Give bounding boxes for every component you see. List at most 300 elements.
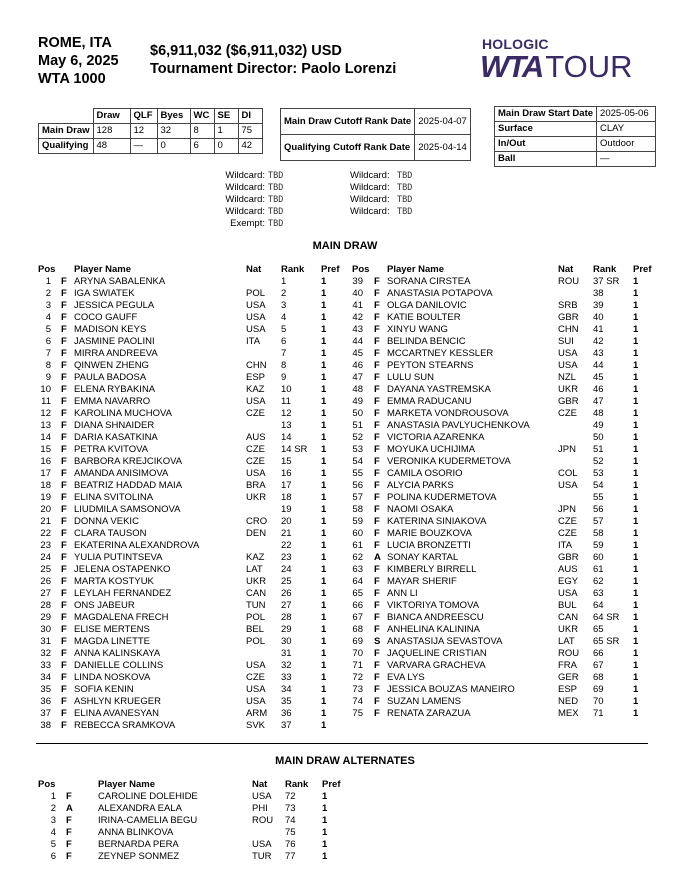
player-row (345, 552, 690, 564)
pref: 1 (322, 791, 328, 802)
player-name: ANASTASIA POTAPOVA (387, 288, 493, 299)
status: F (61, 288, 67, 299)
wildcard-entry (340, 182, 450, 194)
player-name: DAYANA YASTREMSKA (387, 384, 491, 395)
rank: 8 (281, 360, 287, 371)
player-row (0, 480, 345, 492)
table-cell: In/Out (495, 137, 597, 152)
pos: 35 (40, 684, 51, 695)
hologic-wordmark: HOLOGIC (482, 36, 549, 52)
rank: 37 (281, 720, 292, 731)
status: F (374, 444, 380, 455)
pref: 1 (321, 372, 327, 383)
pos: 53 (352, 444, 363, 455)
player-name: BIANCA ANDREESCU (387, 612, 484, 623)
rank: 61 (593, 564, 604, 575)
player-row (345, 648, 690, 660)
status: F (374, 480, 380, 491)
rank: 27 (281, 600, 292, 611)
pref: 1 (633, 540, 639, 551)
nationality: KAZ (246, 384, 265, 395)
pos: 3 (50, 815, 56, 826)
pos: 14 (40, 432, 51, 443)
rank: 76 (285, 839, 296, 850)
pos: 46 (352, 360, 363, 371)
rank: 1 (281, 276, 287, 287)
pos: 17 (40, 468, 51, 479)
pref: 1 (633, 408, 639, 419)
player-name: ALEXANDRA EALA (98, 803, 182, 814)
rank: 28 (281, 612, 292, 623)
wildcard-entry (340, 206, 450, 218)
player-name: REBECCA SRAMKOVA (74, 720, 176, 731)
player-row (345, 612, 690, 624)
rank: 33 (281, 672, 292, 683)
pos: 34 (40, 672, 51, 683)
player-name: ALYCIA PARKS (387, 480, 454, 491)
wildcard-label: Wildcard: (225, 206, 265, 217)
player-name: ANNA BLINKOVA (98, 827, 174, 838)
pos: 33 (40, 660, 51, 671)
player-row (345, 288, 690, 300)
player-row (0, 839, 690, 851)
wta-tour-wordmark (480, 51, 633, 83)
pref: 1 (321, 492, 327, 503)
status: F (61, 408, 67, 419)
rank: 5 (281, 324, 287, 335)
pref: 1 (321, 672, 327, 683)
rank: 72 (285, 791, 296, 802)
status: F (66, 851, 72, 862)
nationality: UKR (558, 384, 579, 395)
status: F (374, 288, 380, 299)
rank: 63 (593, 588, 604, 599)
pos: 19 (40, 492, 51, 503)
table-row (281, 135, 471, 161)
player-name: COCO GAUFF (74, 312, 138, 323)
pos: 4 (50, 827, 56, 838)
pref: 1 (321, 588, 327, 599)
pref: 1 (633, 336, 639, 347)
player-row (0, 300, 345, 312)
pref: 1 (321, 720, 327, 731)
rank: 39 (593, 300, 604, 311)
nationality: BRA (246, 480, 266, 491)
player-row (0, 312, 345, 324)
pos: 15 (40, 444, 51, 455)
column-header-nat: Nat (558, 264, 574, 275)
cutoff-dates-table (280, 108, 471, 161)
player-row (0, 672, 345, 684)
pref: 1 (321, 312, 327, 323)
player-row (0, 324, 345, 336)
player-row (345, 372, 690, 384)
pref: 1 (321, 516, 327, 527)
player-row (0, 552, 345, 564)
status: F (61, 348, 67, 359)
wildcard-label: Wildcard: (350, 182, 390, 193)
rank: 16 (281, 468, 292, 479)
rank: 56 (593, 504, 604, 515)
player-row (345, 696, 690, 708)
pos: 25 (40, 564, 51, 575)
rank: 25 (281, 576, 292, 587)
player-row (0, 815, 690, 827)
nationality: BUL (558, 600, 577, 611)
nationality: USA (246, 696, 266, 707)
pref: 1 (633, 348, 639, 359)
pos: 1 (50, 791, 56, 802)
status: F (61, 504, 67, 515)
player-name: DANIELLE COLLINS (74, 660, 164, 671)
table-cell: 128 (93, 124, 130, 139)
pos: 68 (352, 624, 363, 635)
nationality: CZE (246, 672, 265, 683)
player-name: MARTA KOSTYUK (74, 576, 154, 587)
rank: 37 SR (593, 276, 620, 287)
player-row (0, 696, 345, 708)
rank: 18 (281, 492, 292, 503)
rank: 75 (285, 827, 296, 838)
player-name: MIRRA ANDREEVA (74, 348, 158, 359)
status: F (61, 432, 67, 443)
player-name: ANHELINA KALININA (387, 624, 480, 635)
pref: 1 (321, 636, 327, 647)
status: F (61, 468, 67, 479)
pos: 5 (50, 839, 56, 850)
pos: 50 (352, 408, 363, 419)
nationality: JPN (558, 504, 576, 515)
nationality: CHN (246, 360, 267, 371)
pos: 7 (45, 348, 51, 359)
table-cell: Ball (495, 152, 597, 167)
rank: 66 (593, 648, 604, 659)
status: F (61, 372, 67, 383)
table-row (495, 137, 656, 152)
pref: 1 (321, 420, 327, 431)
table-header: QLF (130, 109, 157, 124)
pos: 48 (352, 384, 363, 395)
rank: 14 (281, 432, 292, 443)
player-row (0, 803, 690, 815)
column-header-pos: Pos (38, 779, 56, 790)
player-row (0, 588, 345, 600)
pos: 64 (352, 576, 363, 587)
pref: 1 (321, 276, 327, 287)
rank: 15 (281, 456, 292, 467)
player-name: LIUDMILA SAMSONOVA (74, 504, 181, 515)
nationality: EGY (558, 576, 579, 587)
player-name: XINYU WANG (387, 324, 448, 335)
pos: 30 (40, 624, 51, 635)
wildcards-right (340, 170, 450, 218)
list-header-row (0, 264, 345, 276)
status: A (66, 803, 73, 814)
wildcard-value: TBD (397, 183, 413, 193)
pos: 55 (352, 468, 363, 479)
player-name: JESSICA BOUZAS MANEIRO (387, 684, 515, 695)
pref: 1 (633, 516, 639, 527)
pos: 2 (50, 803, 56, 814)
table-row (495, 107, 656, 122)
player-row (0, 576, 345, 588)
player-row (0, 528, 345, 540)
table-cell: 2025-04-14 (415, 135, 471, 161)
pref: 1 (322, 851, 328, 862)
status: F (374, 372, 380, 383)
status: F (374, 528, 380, 539)
player-name: POLINA KUDERMETOVA (387, 492, 497, 503)
player-row (345, 396, 690, 408)
pos: 39 (352, 276, 363, 287)
rank: 77 (285, 851, 296, 862)
wildcard-label: Wildcard: (350, 170, 390, 181)
pos: 56 (352, 480, 363, 491)
pos: 41 (352, 300, 363, 311)
nationality: USA (246, 684, 266, 695)
table-cell: — (597, 152, 656, 167)
nationality: USA (252, 791, 272, 802)
rank: 57 (593, 516, 604, 527)
player-name: VERONIKA KUDERMETOVA (387, 456, 511, 467)
event-details-block (150, 42, 396, 78)
rank: 65 (593, 624, 604, 635)
pref: 1 (633, 552, 639, 563)
status: F (374, 420, 380, 431)
status: F (374, 708, 380, 719)
table-cell: 8 (190, 124, 214, 139)
rank: 34 (281, 684, 292, 695)
nationality: USA (558, 360, 578, 371)
pref: 1 (633, 372, 639, 383)
player-row (345, 684, 690, 696)
player-row (0, 468, 345, 480)
column-header-name: Player Name (98, 779, 156, 790)
status: F (374, 312, 380, 323)
table-cell: 42 (238, 139, 262, 154)
wildcard-value: TBD (268, 183, 284, 193)
rank: 23 (281, 552, 292, 563)
player-row (0, 432, 345, 444)
nationality: POL (246, 288, 266, 299)
table-cell: Qualifying Cutoff Rank Date (281, 135, 415, 161)
status: F (61, 696, 67, 707)
wildcard-entry (220, 194, 330, 206)
player-name: BEATRIZ HADDAD MAIA (74, 480, 183, 491)
player-row (0, 720, 345, 732)
pos: 31 (40, 636, 51, 647)
pref: 1 (633, 588, 639, 599)
location: ROME, ITA (38, 35, 112, 51)
status: F (61, 420, 67, 431)
draw-size-header-row (39, 109, 263, 124)
pref: 1 (633, 576, 639, 587)
nationality: CAN (558, 612, 579, 623)
status: F (374, 456, 380, 467)
player-name: ANASTASIA PAVLYUCHENKOVA (387, 420, 530, 431)
pref: 1 (633, 528, 639, 539)
player-name: EKATERINA ALEXANDROVA (74, 540, 200, 551)
table-header: DI (238, 109, 262, 124)
pos: 23 (40, 540, 51, 551)
status: F (61, 600, 67, 611)
player-row (0, 851, 690, 863)
pos: 47 (352, 372, 363, 383)
rank: 62 (593, 576, 604, 587)
player-name: BELINDA BENCIC (387, 336, 466, 347)
player-row (0, 648, 345, 660)
wildcard-label: Wildcard: (225, 170, 265, 181)
nationality: ROU (558, 276, 580, 287)
player-name: EVA LYS (387, 672, 425, 683)
player-name: CAMILA OSORIO (387, 468, 463, 479)
player-name: RENATA ZARAZUA (387, 708, 471, 719)
nationality: POL (246, 636, 266, 647)
player-row (0, 408, 345, 420)
nationality: TUR (252, 851, 272, 862)
rank: 46 (593, 384, 604, 395)
rank: 9 (281, 372, 287, 383)
status: F (61, 516, 67, 527)
pos: 28 (40, 600, 51, 611)
column-header-rank: Rank (593, 264, 617, 275)
pref: 1 (321, 384, 327, 395)
nationality: CZE (558, 408, 577, 419)
rank: 21 (281, 528, 292, 539)
pos: 22 (40, 528, 51, 539)
pref: 1 (321, 336, 327, 347)
pref: 1 (321, 396, 327, 407)
table-cell: 48 (93, 139, 130, 154)
wildcards-left (220, 170, 330, 230)
player-row (0, 492, 345, 504)
status: F (61, 384, 67, 395)
tour-wordmark: TOUR (545, 49, 633, 84)
nationality: GBR (558, 312, 579, 323)
column-header-name: Player Name (74, 264, 132, 275)
status: F (61, 552, 67, 563)
table-cell: Main Draw Cutoff Rank Date (281, 109, 415, 135)
pref: 1 (321, 408, 327, 419)
player-row (0, 276, 345, 288)
rank: 19 (281, 504, 292, 515)
status: F (374, 624, 380, 635)
rank: 64 (593, 600, 604, 611)
player-name: SONAY KARTAL (387, 552, 459, 563)
rank: 60 (593, 552, 604, 563)
pos: 13 (40, 420, 51, 431)
status: F (61, 648, 67, 659)
player-row (345, 492, 690, 504)
player-row (0, 708, 345, 720)
nationality: CHN (558, 324, 579, 335)
pref: 1 (633, 312, 639, 323)
nationality: POL (246, 612, 266, 623)
pref: 1 (321, 504, 327, 515)
player-row (0, 456, 345, 468)
pos: 66 (352, 600, 363, 611)
rank: 6 (281, 336, 287, 347)
pref: 1 (321, 612, 327, 623)
table-cell: 2025-05-06 (597, 107, 656, 122)
table-cell: Outdoor (597, 137, 656, 152)
nationality: CZE (246, 408, 265, 419)
prize-money: $6,911,032 ($6,911,032) USD (150, 43, 342, 59)
status: F (61, 684, 67, 695)
nationality: AUS (558, 564, 578, 575)
status: F (374, 660, 380, 671)
wildcard-entry (220, 218, 330, 230)
pref: 1 (321, 660, 327, 671)
player-name: QINWEN ZHENG (74, 360, 149, 371)
status: S (374, 636, 381, 647)
nationality: GBR (558, 396, 579, 407)
pos: 4 (45, 312, 51, 323)
pos: 20 (40, 504, 51, 515)
player-row (345, 324, 690, 336)
pref: 1 (322, 815, 328, 826)
pref: 1 (633, 324, 639, 335)
nationality: CZE (246, 456, 265, 467)
table-cell: Surface (495, 122, 597, 137)
wta-wordmark: WTA (480, 49, 543, 84)
rank: 47 (593, 396, 604, 407)
rank: 22 (281, 540, 292, 551)
player-name: KATERINA SINIAKOVA (387, 516, 487, 527)
nationality: ESP (558, 684, 578, 695)
pref: 1 (321, 480, 327, 491)
wildcard-entry (220, 206, 330, 218)
player-name: PAULA BADOSA (74, 372, 147, 383)
player-name: BARBORA KREJCIKOVA (74, 456, 183, 467)
pref: 1 (321, 708, 327, 719)
player-name: MARKETA VONDROUSOVA (387, 408, 509, 419)
player-row (345, 528, 690, 540)
player-row (0, 372, 345, 384)
wildcard-label: Wildcard: (350, 206, 390, 217)
rank: 53 (593, 468, 604, 479)
pos: 71 (352, 660, 363, 671)
pos: 24 (40, 552, 51, 563)
player-row (345, 360, 690, 372)
player-name: CLARA TAUSON (74, 528, 147, 539)
rank: 4 (281, 312, 287, 323)
table-row (39, 139, 263, 154)
status: F (61, 624, 67, 635)
player-name: LINDA NOSKOVA (74, 672, 151, 683)
pos: 52 (352, 432, 363, 443)
status: F (66, 815, 72, 826)
rank: 30 (281, 636, 292, 647)
nationality: CZE (558, 516, 577, 527)
column-header-nat: Nat (252, 779, 268, 790)
status: F (374, 276, 380, 287)
nationality: USA (246, 396, 266, 407)
status: F (374, 324, 380, 335)
column-header-pref: Pref (322, 779, 341, 790)
pos: 57 (352, 492, 363, 503)
nationality: USA (558, 480, 578, 491)
player-name: ELENA RYBAKINA (74, 384, 156, 395)
player-name: SUZAN LAMENS (387, 696, 461, 707)
main-draw-left-column (0, 264, 345, 734)
player-row (345, 624, 690, 636)
nationality: USA (246, 324, 266, 335)
nationality: BEL (246, 624, 264, 635)
nationality: ITA (246, 336, 261, 347)
nationality: SVK (246, 720, 266, 731)
player-name: SORANA CIRSTEA (387, 276, 471, 287)
